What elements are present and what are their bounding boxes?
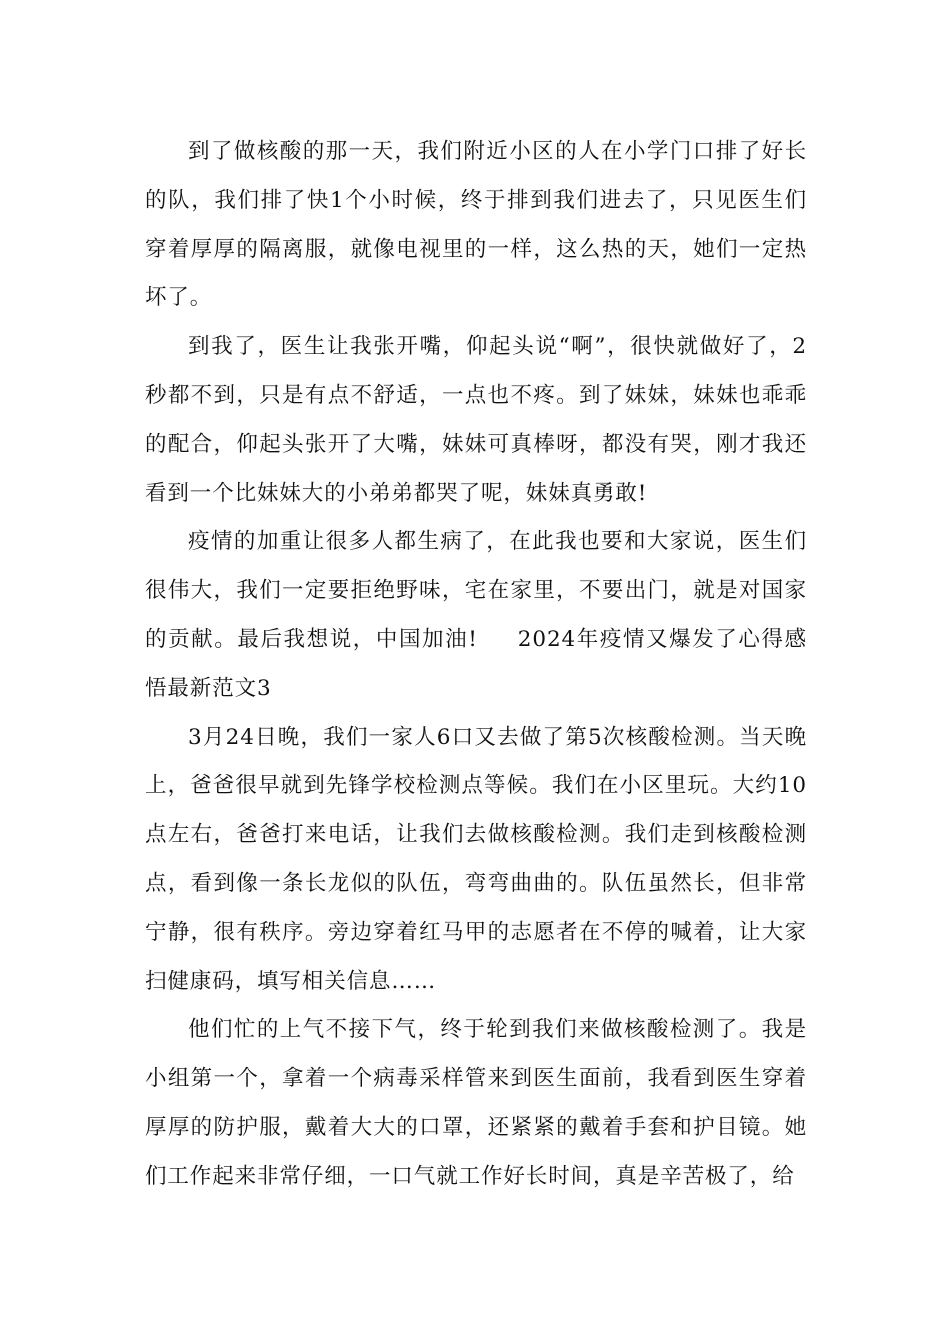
paragraph-3-text: 疫情的加重让很多人都生病了，在此我也要和大家说，医生们很伟大，我们一定要拒绝野味，宅在家里，不要出门，就是对国家的贡献。最后我想说，中国加油! xyxy=(145,529,807,652)
document-body xyxy=(145,128,807,1202)
paragraph-5: 他们忙的上气不接下气，终于轮到我们来做核酸检测了。我是小组第一个，拿着一个病毒采样管来到医生面前，我看到医生穿着厚厚的防护服，戴着大大的口罩，还紧紧的戴着手套和护目镜。她们工作起来非常仔细，一口气就工作好长时间，真是辛苦极了，给 xyxy=(145,1017,807,1189)
section-heading: 2024年疫情又爆发了心得感悟最新范文3 xyxy=(145,626,807,701)
paragraph-2: 到我了，医生让我张开嘴，仰起头说“啊”，很快就做好了，2秒都不到，只是有点不舒适，一点也不疼。到了妹妹，妹妹也乖乖的配合，仰起头张开了大嘴，妹妹可真棒呀，都没有哭，刚才我还看到一个比妹妹大的小弟弟都哭了呢，妹妹真勇敢! xyxy=(145,334,807,506)
paragraph-3 xyxy=(145,518,807,713)
paragraph-1: 到了做核酸的那一天，我们附近小区的人在小学门口排了好长的队，我们排了快1个小时候，终于排到我们进去了，只见医生们穿着厚厚的隔离服，就像电视里的一样，这么热的天，她们一定热坏了。 xyxy=(145,139,807,311)
paragraph-4: 3月24日晚，我们一家人6口又去做了第5次核酸检测。当天晚上，爸爸很早就到先锋学校检测点等候。我们在小区里玩。大约10点左右，爸爸打来电话，让我们去做核酸检测。我们走到核酸检测点，看到像一条长龙似的队伍，弯弯曲曲的。队伍虽然长，但非常宁静，很有秩序。旁边穿着红马甲的志愿者在不停的喊着，让大家扫健康码，填写相关信息…… xyxy=(145,724,807,994)
